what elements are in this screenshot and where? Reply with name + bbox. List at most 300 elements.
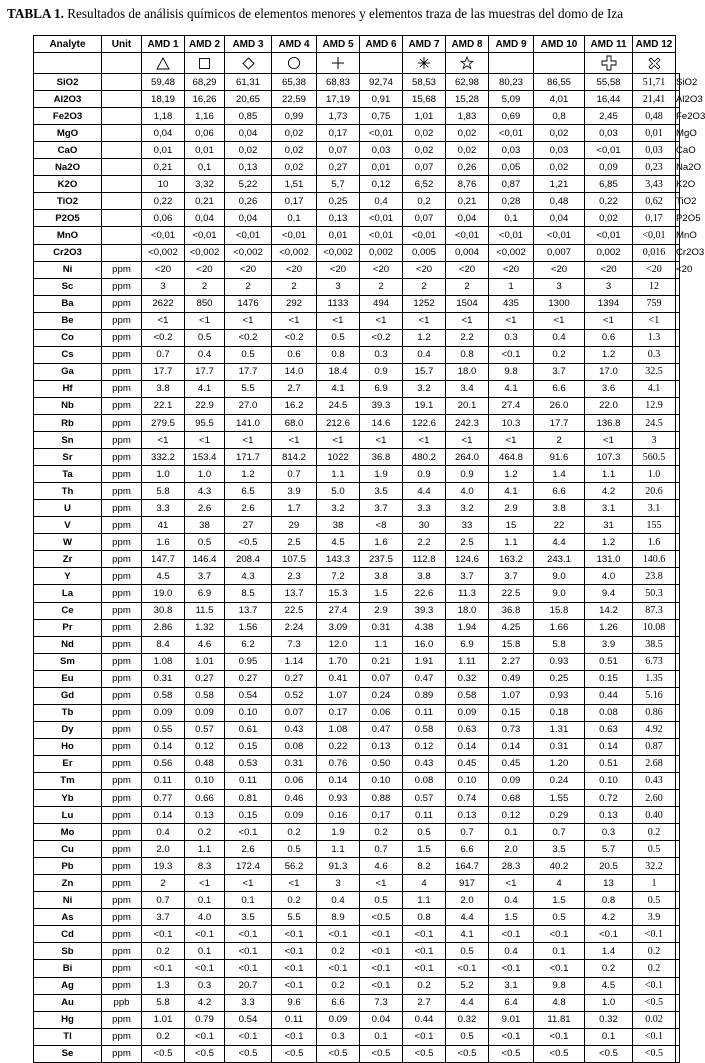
value-cell: <1 xyxy=(360,875,403,892)
value-cell: 0.58 xyxy=(446,687,489,704)
value-cell: 136.8 xyxy=(585,414,633,431)
value-cell xyxy=(676,363,680,380)
analyte-cell: Tm xyxy=(34,772,102,789)
unit-cell: ppm xyxy=(102,432,142,449)
table-row xyxy=(34,790,680,807)
value-cell: 0.13 xyxy=(446,807,489,824)
table-row xyxy=(34,721,680,738)
value-cell: 92,74 xyxy=(360,74,403,91)
value-cell: 0.54 xyxy=(225,1011,272,1028)
value-cell xyxy=(676,534,680,551)
table-row xyxy=(34,500,680,517)
value-cell: 5,09 xyxy=(489,91,534,108)
value-cell xyxy=(676,653,680,670)
table-row xyxy=(34,193,680,210)
value-cell: <0,01 xyxy=(185,227,225,244)
unit-cell: ppm xyxy=(102,892,142,909)
value-cell: MnO xyxy=(676,227,680,244)
value-cell: 0,06 xyxy=(142,210,185,227)
value-cell: <0.1 xyxy=(403,1028,446,1045)
value-cell: 9.0 xyxy=(534,585,585,602)
value-cell: 0.4 xyxy=(489,892,534,909)
value-cell: K2O xyxy=(676,176,680,193)
value-cell: 122.6 xyxy=(403,414,446,431)
value-cell: <20 xyxy=(446,261,489,278)
value-cell: 1.5 xyxy=(403,841,446,858)
value-cell: 6.6 xyxy=(317,994,360,1011)
table-row xyxy=(34,1011,680,1028)
value-cell: 1.7 xyxy=(272,500,317,517)
sample-symbol-cell xyxy=(225,53,272,74)
table-row xyxy=(34,261,680,278)
value-cell: 0,22 xyxy=(142,193,185,210)
value-cell: 0.2 xyxy=(633,960,676,977)
table-row xyxy=(34,755,680,772)
table-row xyxy=(34,449,680,466)
value-cell: 4.4 xyxy=(446,909,489,926)
analyte-cell: Dy xyxy=(34,721,102,738)
value-cell: 0,01 xyxy=(360,159,403,176)
value-cell: 1.32 xyxy=(185,619,225,636)
value-cell: 0.81 xyxy=(225,790,272,807)
value-cell: 1252 xyxy=(403,295,446,312)
analyte-cell: Nd xyxy=(34,636,102,653)
value-cell: 4.1 xyxy=(633,380,676,397)
value-cell: <1 xyxy=(225,875,272,892)
value-cell: <0.1 xyxy=(225,824,272,841)
unit-cell: ppm xyxy=(102,295,142,312)
value-cell: <0,01 xyxy=(446,227,489,244)
value-cell: 38 xyxy=(317,517,360,534)
value-cell: <0.1 xyxy=(633,926,676,943)
value-cell: 1.1 xyxy=(585,466,633,483)
value-cell: 22.5 xyxy=(489,585,534,602)
value-cell: 4.2 xyxy=(185,994,225,1011)
value-cell xyxy=(676,329,680,346)
analyte-cell: Be xyxy=(34,312,102,329)
value-cell: 0.55 xyxy=(142,721,185,738)
unit-cell: ppm xyxy=(102,841,142,858)
value-cell: 1.1 xyxy=(360,636,403,653)
value-cell: 9.6 xyxy=(272,994,317,1011)
value-cell: 1.35 xyxy=(633,670,676,687)
value-cell: <0.1 xyxy=(272,977,317,994)
value-cell: 0.1 xyxy=(360,1028,403,1045)
asterisk-icon xyxy=(403,56,445,70)
value-cell: 4.5 xyxy=(142,568,185,585)
value-cell: <0,002 xyxy=(272,244,317,261)
value-cell: Al2O3 xyxy=(676,91,680,108)
value-cell: 0,02 xyxy=(446,142,489,159)
value-cell xyxy=(676,636,680,653)
value-cell: 0.58 xyxy=(142,687,185,704)
value-cell: 22.9 xyxy=(185,397,225,414)
value-cell: 3.3 xyxy=(403,500,446,517)
value-cell: 10.3 xyxy=(489,414,534,431)
value-cell: 0.2 xyxy=(317,943,360,960)
value-cell: 29 xyxy=(272,517,317,534)
value-cell: <1 xyxy=(142,432,185,449)
value-cell xyxy=(676,551,680,568)
value-cell: 0.2 xyxy=(272,892,317,909)
analyte-cell: Hf xyxy=(34,380,102,397)
table-row xyxy=(34,926,680,943)
value-cell: 1.6 xyxy=(360,534,403,551)
value-cell: <0.2 xyxy=(272,329,317,346)
plus-icon xyxy=(317,56,359,70)
value-cell xyxy=(676,312,680,329)
value-cell: <0.1 xyxy=(633,977,676,994)
value-cell: <0.2 xyxy=(225,329,272,346)
value-cell: 0.5 xyxy=(403,824,446,841)
value-cell: 2.7 xyxy=(403,994,446,1011)
value-cell: <0,01 xyxy=(489,125,534,142)
value-cell: 0.58 xyxy=(185,687,225,704)
value-cell: <0.5 xyxy=(317,1045,360,1062)
analyte-cell: Sb xyxy=(34,943,102,960)
value-cell: 1.1 xyxy=(489,534,534,551)
value-cell xyxy=(676,602,680,619)
value-cell: 4.3 xyxy=(225,568,272,585)
value-cell: 1.70 xyxy=(317,653,360,670)
value-cell: <0,01 xyxy=(225,227,272,244)
value-cell: <1 xyxy=(585,432,633,449)
value-cell: 814.2 xyxy=(272,449,317,466)
value-cell: 0.17 xyxy=(360,807,403,824)
value-cell: <1 xyxy=(272,432,317,449)
value-cell: 0,01 xyxy=(185,142,225,159)
sample-symbol-cell xyxy=(633,53,676,74)
table-title xyxy=(7,6,687,22)
value-cell: 1.1 xyxy=(185,841,225,858)
value-cell: 6.9 xyxy=(446,636,489,653)
value-cell: 2.27 xyxy=(489,653,534,670)
unit-cell xyxy=(102,244,142,261)
value-cell: 0,01 xyxy=(633,125,676,142)
table-row xyxy=(34,653,680,670)
value-cell: 6.6 xyxy=(534,380,585,397)
value-cell: 0.9 xyxy=(360,363,403,380)
value-cell: <0.5 xyxy=(633,1045,676,1062)
value-cell: 212.6 xyxy=(317,414,360,431)
value-cell: 0.09 xyxy=(272,807,317,824)
value-cell: 5,7 xyxy=(317,176,360,193)
value-cell: 0,23 xyxy=(633,159,676,176)
table-row xyxy=(34,312,680,329)
value-cell: 0.31 xyxy=(142,670,185,687)
analyte-cell: Zr xyxy=(34,551,102,568)
value-cell: <0.1 xyxy=(225,1028,272,1045)
value-cell: 0,21 xyxy=(185,193,225,210)
value-cell: 3.8 xyxy=(142,380,185,397)
value-cell: 0.44 xyxy=(585,687,633,704)
value-cell: 1476 xyxy=(225,295,272,312)
table-row xyxy=(34,210,680,227)
value-cell: MgO xyxy=(676,125,680,142)
value-cell: 0.8 xyxy=(403,909,446,926)
value-cell: 15,68 xyxy=(403,91,446,108)
value-cell: 0.29 xyxy=(534,807,585,824)
value-cell: 9.8 xyxy=(534,977,585,994)
value-cell: <0,002 xyxy=(225,244,272,261)
value-cell: <20 xyxy=(585,261,633,278)
value-cell: <0.1 xyxy=(403,943,446,960)
value-cell xyxy=(676,414,680,431)
value-cell: 7.2 xyxy=(317,568,360,585)
value-cell: <0.5 xyxy=(142,1045,185,1062)
value-cell: 3.1 xyxy=(489,977,534,994)
value-cell: 59,48 xyxy=(142,74,185,91)
value-cell: 0.6 xyxy=(272,346,317,363)
value-cell: 3.9 xyxy=(272,483,317,500)
value-cell: <0.1 xyxy=(317,926,360,943)
value-cell: 12.9 xyxy=(633,397,676,414)
unit-cell xyxy=(102,159,142,176)
value-cell: 33 xyxy=(446,517,489,534)
value-cell: 1.55 xyxy=(534,790,585,807)
value-cell: 10 xyxy=(142,176,185,193)
value-cell: 5.0 xyxy=(317,483,360,500)
header-row xyxy=(34,36,680,53)
value-cell: 6,85 xyxy=(585,176,633,193)
analyte-cell: Ho xyxy=(34,738,102,755)
value-cell: 18.0 xyxy=(446,602,489,619)
value-cell: 0,02 xyxy=(403,142,446,159)
value-cell: 36.8 xyxy=(360,449,403,466)
value-cell: 26.0 xyxy=(534,397,585,414)
unit-cell xyxy=(102,91,142,108)
analyte-cell: Ni xyxy=(34,892,102,909)
value-cell: P2O5 xyxy=(676,210,680,227)
value-cell: 0.1 xyxy=(225,892,272,909)
value-cell: 0.45 xyxy=(446,755,489,772)
value-cell: 16.0 xyxy=(403,636,446,653)
column-header-amd-2: AMD 2 xyxy=(185,36,225,53)
value-cell: 3.09 xyxy=(317,619,360,636)
unit-cell xyxy=(102,74,142,91)
value-cell: <8 xyxy=(360,517,403,534)
value-cell: <1 xyxy=(225,312,272,329)
value-cell: 0.2 xyxy=(142,1028,185,1045)
value-cell: 0.63 xyxy=(446,721,489,738)
unit-cell: ppm xyxy=(102,824,142,841)
value-cell: 2 xyxy=(446,278,489,295)
value-cell: 0,4 xyxy=(360,193,403,210)
value-cell: 171.7 xyxy=(225,449,272,466)
value-cell: 107.3 xyxy=(585,449,633,466)
value-cell: <0.1 xyxy=(272,926,317,943)
unit-cell: ppm xyxy=(102,568,142,585)
unit-cell xyxy=(102,125,142,142)
value-cell: 1.3 xyxy=(633,329,676,346)
value-cell xyxy=(676,466,680,483)
value-cell: 1.0 xyxy=(585,994,633,1011)
value-cell xyxy=(676,397,680,414)
unit-cell: ppm xyxy=(102,858,142,875)
value-cell: 0,04 xyxy=(225,210,272,227)
value-cell: 1.5 xyxy=(489,909,534,926)
value-cell: 0.5 xyxy=(185,534,225,551)
value-cell: 80,23 xyxy=(489,74,534,91)
value-cell: 0.3 xyxy=(585,824,633,841)
value-cell: 1.4 xyxy=(534,466,585,483)
value-cell: 153.4 xyxy=(185,449,225,466)
value-cell xyxy=(676,670,680,687)
unit-cell: ppm xyxy=(102,738,142,755)
value-cell: <0.5 xyxy=(225,534,272,551)
value-cell: SiO2 xyxy=(676,74,680,91)
value-cell xyxy=(676,1028,680,1045)
value-cell: 0.2 xyxy=(534,346,585,363)
value-cell: 18.4 xyxy=(317,363,360,380)
value-cell: 0.32 xyxy=(446,1011,489,1028)
value-cell: <1 xyxy=(317,432,360,449)
value-cell: 15.7 xyxy=(403,363,446,380)
value-cell: <20 xyxy=(225,261,272,278)
value-cell: 32.5 xyxy=(633,363,676,380)
value-cell: 3.5 xyxy=(225,909,272,926)
value-cell: <1 xyxy=(225,432,272,449)
table-row xyxy=(34,329,680,346)
value-cell: 237.5 xyxy=(360,551,403,568)
value-cell: 3.7 xyxy=(142,909,185,926)
value-cell: 0,13 xyxy=(225,159,272,176)
value-cell: 12.0 xyxy=(317,636,360,653)
value-cell: 1.2 xyxy=(403,329,446,346)
unit-cell xyxy=(102,176,142,193)
value-cell: 55,58 xyxy=(585,74,633,91)
value-cell: 0.3 xyxy=(317,1028,360,1045)
value-cell: 4.0 xyxy=(585,568,633,585)
value-cell: 464.8 xyxy=(489,449,534,466)
value-cell: 0,17 xyxy=(633,210,676,227)
value-cell: 0,007 xyxy=(534,244,585,261)
value-cell: 0.66 xyxy=(185,790,225,807)
value-cell: 0.09 xyxy=(489,772,534,789)
square-icon xyxy=(185,57,224,70)
value-cell: 7.3 xyxy=(360,994,403,1011)
value-cell: 1.2 xyxy=(585,346,633,363)
value-cell: 0.02 xyxy=(633,1011,676,1028)
unit-cell: ppm xyxy=(102,1045,142,1062)
value-cell: 0,26 xyxy=(446,159,489,176)
analyte-cell: As xyxy=(34,909,102,926)
value-cell: 3.5 xyxy=(360,483,403,500)
value-cell: 6.73 xyxy=(633,653,676,670)
value-cell xyxy=(676,926,680,943)
value-cell: 0,25 xyxy=(317,193,360,210)
value-cell: <0,01 xyxy=(272,227,317,244)
value-cell: 0.1 xyxy=(585,1028,633,1045)
value-cell xyxy=(676,772,680,789)
value-cell: 3.8 xyxy=(360,568,403,585)
unit-cell: ppm xyxy=(102,687,142,704)
value-cell: <20 xyxy=(317,261,360,278)
value-cell: 0,27 xyxy=(317,159,360,176)
value-cell: <1 xyxy=(360,312,403,329)
analyte-cell: Fe2O3 xyxy=(34,108,102,125)
value-cell: 141.0 xyxy=(225,414,272,431)
unit-cell: ppm xyxy=(102,960,142,977)
column-header-amd-8: AMD 8 xyxy=(446,36,489,53)
value-cell: 0,28 xyxy=(489,193,534,210)
value-cell: 13.7 xyxy=(272,585,317,602)
value-cell: <1 xyxy=(585,312,633,329)
value-cell: <0.1 xyxy=(317,960,360,977)
value-cell: 68.0 xyxy=(272,414,317,431)
analyte-cell: MgO xyxy=(34,125,102,142)
table-row xyxy=(34,125,680,142)
value-cell: 0.5 xyxy=(446,1028,489,1045)
value-cell: 0.88 xyxy=(360,790,403,807)
table-row xyxy=(34,960,680,977)
value-cell: 1.9 xyxy=(360,466,403,483)
analyte-cell: Cu xyxy=(34,841,102,858)
sample-symbol-empty xyxy=(534,53,585,74)
table-row xyxy=(34,977,680,994)
value-cell: 0,26 xyxy=(225,193,272,210)
table-row xyxy=(34,534,680,551)
analyte-cell: Nb xyxy=(34,397,102,414)
sample-symbol-cell xyxy=(317,53,360,74)
analyte-cell: Pr xyxy=(34,619,102,636)
value-cell: 1.91 xyxy=(403,653,446,670)
value-cell: 50.3 xyxy=(633,585,676,602)
value-cell: 0.4 xyxy=(534,329,585,346)
table-row xyxy=(34,875,680,892)
value-cell: 0.93 xyxy=(534,653,585,670)
value-cell: 0.8 xyxy=(446,346,489,363)
value-cell: 0.24 xyxy=(360,687,403,704)
value-cell: 0,005 xyxy=(403,244,446,261)
analyte-cell: Yb xyxy=(34,790,102,807)
value-cell xyxy=(676,875,680,892)
value-cell: 0,22 xyxy=(585,193,633,210)
value-cell: 4.5 xyxy=(317,534,360,551)
value-cell: <0.1 xyxy=(360,943,403,960)
value-cell xyxy=(676,807,680,824)
value-cell: 4.8 xyxy=(534,994,585,1011)
value-cell: 27 xyxy=(225,517,272,534)
value-cell: 0,004 xyxy=(446,244,489,261)
unit-cell: ppm xyxy=(102,807,142,824)
value-cell: 332.2 xyxy=(142,449,185,466)
sample-symbol-empty xyxy=(360,53,403,74)
value-cell: 2.9 xyxy=(360,602,403,619)
value-cell: <0.1 xyxy=(185,960,225,977)
value-cell: 292 xyxy=(272,295,317,312)
value-cell: 112.8 xyxy=(403,551,446,568)
value-cell: 27.4 xyxy=(317,602,360,619)
value-cell: 1.66 xyxy=(534,619,585,636)
value-cell: 0,48 xyxy=(633,108,676,125)
value-cell xyxy=(676,517,680,534)
value-cell: 2 xyxy=(403,278,446,295)
value-cell: 1022 xyxy=(317,449,360,466)
value-cell: 0.14 xyxy=(142,807,185,824)
value-cell: 1.5 xyxy=(360,585,403,602)
value-cell: 68,83 xyxy=(317,74,360,91)
value-cell xyxy=(676,432,680,449)
value-cell: 0.08 xyxy=(403,772,446,789)
value-cell: 3.1 xyxy=(585,500,633,517)
value-cell: 0.09 xyxy=(185,704,225,721)
analyte-cell: Mo xyxy=(34,824,102,841)
value-cell: 0.7 xyxy=(272,466,317,483)
value-cell: 3.2 xyxy=(446,500,489,517)
value-cell: 0.11 xyxy=(142,772,185,789)
value-cell: 2.86 xyxy=(142,619,185,636)
